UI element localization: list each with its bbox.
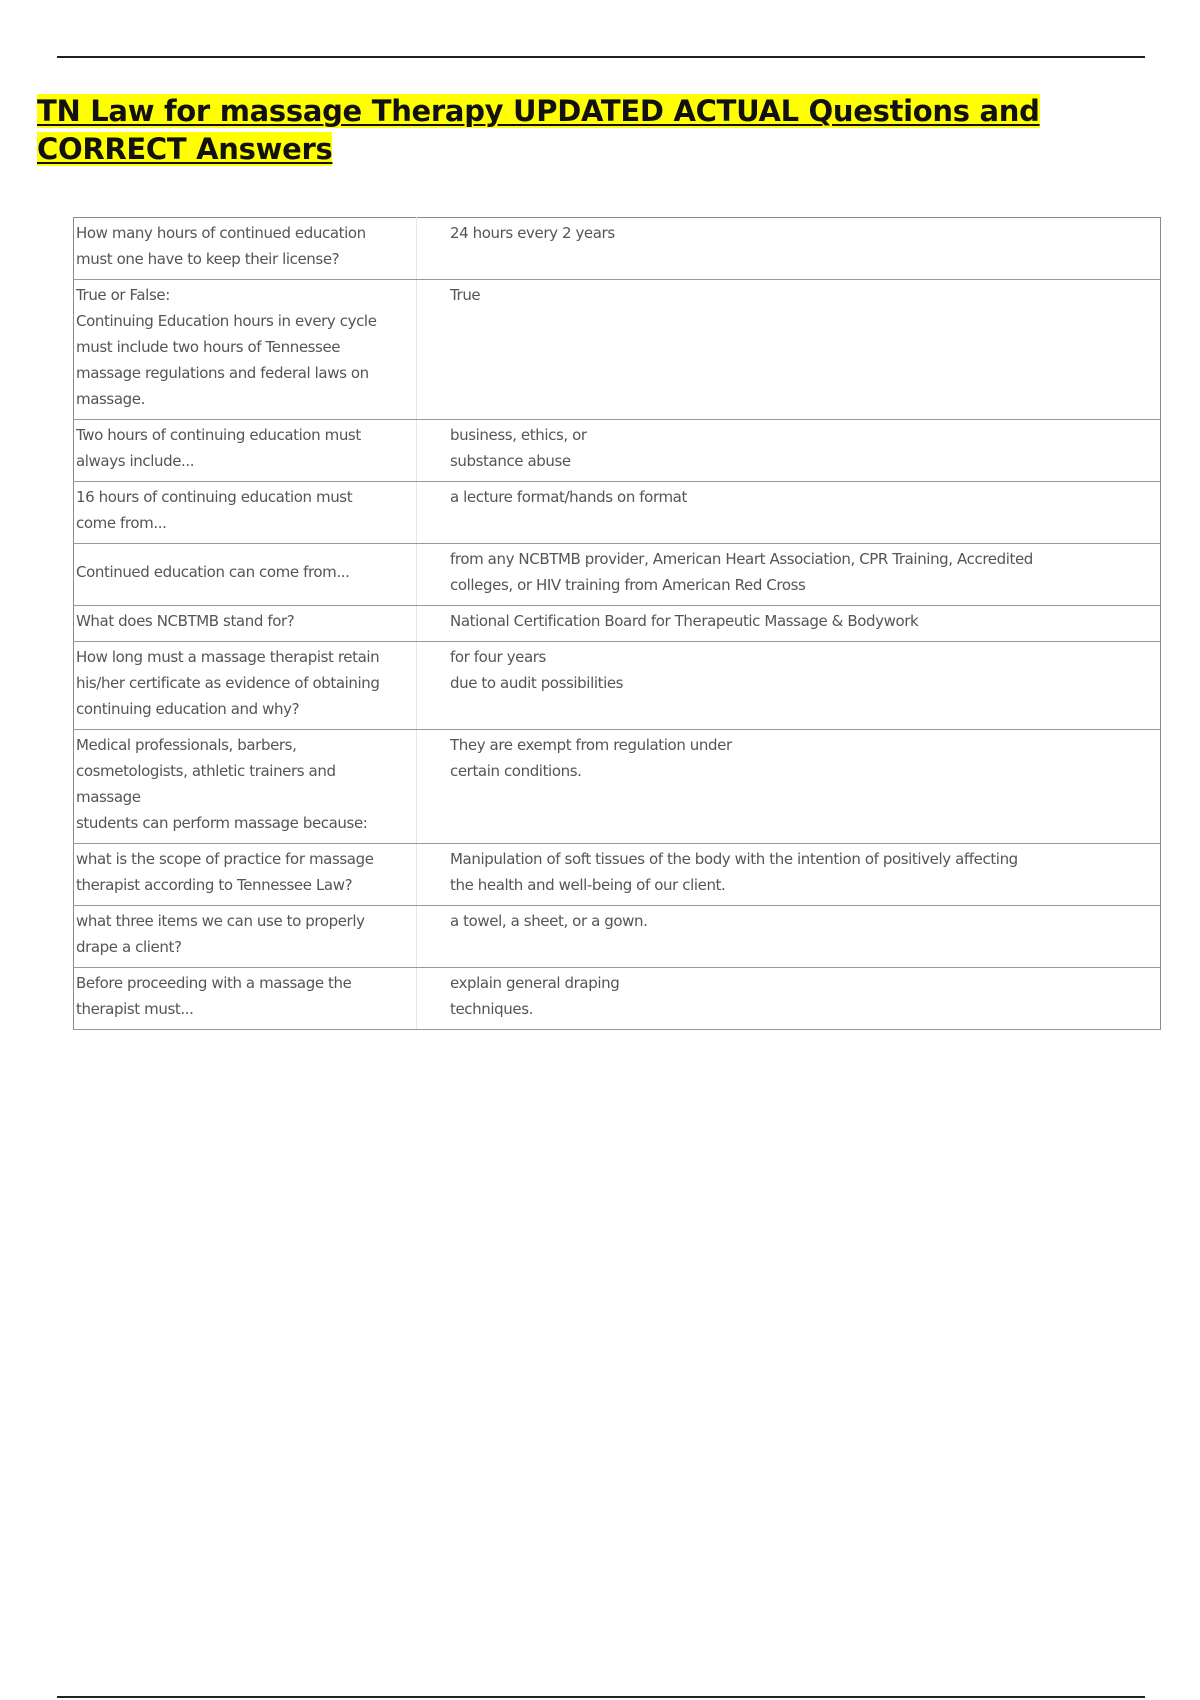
answer-line: True [450,286,481,304]
answer-line: certain conditions. [450,762,582,780]
table-row [74,968,1161,1030]
question-line: How many hours of continued education [76,224,366,242]
answer-cell [417,906,1161,968]
question-line: students can perform massage because: [76,814,368,832]
answer-cell [417,544,1161,606]
question-line: massage [76,788,141,806]
question-cell [74,280,417,420]
footer-rule [57,1696,1145,1698]
answer-cell [417,968,1161,1030]
answer-line: National Certification Board for Therapeutic Massage & Bodywork [450,612,919,630]
table-row [74,730,1161,844]
question-cell [74,968,417,1030]
answer-cell [417,844,1161,906]
question-line: cosmetologists, athletic trainers and [76,762,336,780]
question-line: what is the scope of practice for massage [76,850,374,868]
answer-line: from any NCBTMB provider, American Heart Association, CPR Training, Accredited [450,550,1033,568]
answer-line: Manipulation of soft tissues of the body with the intention of positively affecting [450,850,1018,868]
answer-line: for four years [450,648,546,666]
question-line: True or False: [76,286,170,304]
header-rule [57,56,1145,58]
question-line: therapist according to Tennessee Law? [76,876,353,894]
document-title [37,92,1157,168]
table-row [74,642,1161,730]
qa-table [73,217,1161,1030]
answer-line: techniques. [450,1000,533,1018]
question-line: massage regulations and federal laws on [76,364,369,382]
answer-cell [417,730,1161,844]
question-line: his/her certificate as evidence of obtaining [76,674,380,692]
answer-line: explain general draping [450,974,620,992]
question-line: Two hours of continuing education must [76,426,361,444]
question-line: Medical professionals, barbers, [76,736,297,754]
answer-cell [417,606,1161,642]
answer-cell [417,218,1161,280]
answer-line: substance abuse [450,452,571,470]
table-row [74,844,1161,906]
question-line: What does NCBTMB stand for? [76,612,295,630]
answer-line: 24 hours every 2 years [450,224,615,242]
answer-line: due to audit possibilities [450,674,624,692]
answer-line: business, ethics, or [450,426,587,444]
question-cell [74,544,417,606]
question-line: How long must a massage therapist retain [76,648,380,666]
answer-line: the health and well-being of our client. [450,876,726,894]
document-title-text: TN Law for massage Therapy UPDATED ACTUAL Questions and CORRECT Answers [37,94,1040,166]
table-row [74,482,1161,544]
answer-cell [417,482,1161,544]
question-line: Continuing Education hours in every cycle [76,312,377,330]
question-cell [74,906,417,968]
question-line: massage. [76,390,145,408]
question-line: Before proceeding with a massage the [76,974,352,992]
question-cell [74,218,417,280]
table-row [74,218,1161,280]
answer-cell [417,280,1161,420]
table-row [74,420,1161,482]
question-line: must one have to keep their license? [76,250,340,268]
answer-cell [417,420,1161,482]
answer-line: colleges, or HIV training from American Red Cross [450,576,806,594]
question-line: come from... [76,514,167,532]
question-cell [74,606,417,642]
table-row [74,606,1161,642]
question-line: drape a client? [76,938,182,956]
question-line: therapist must... [76,1000,194,1018]
question-cell [74,482,417,544]
question-line: continuing education and why? [76,700,300,718]
table-row [74,544,1161,606]
question-line: Continued education can come from... [76,563,350,581]
question-cell [74,420,417,482]
question-line: what three items we can use to properly [76,912,365,930]
answer-line: a lecture format/hands on format [450,488,687,506]
answer-cell [417,642,1161,730]
answer-line: a towel, a sheet, or a gown. [450,912,648,930]
question-cell [74,642,417,730]
question-cell [74,844,417,906]
table-row [74,280,1161,420]
question-line: always include... [76,452,195,470]
question-cell [74,730,417,844]
table-row [74,906,1161,968]
answer-line: They are exempt from regulation under [450,736,732,754]
question-line: 16 hours of continuing education must [76,488,353,506]
question-line: must include two hours of Tennessee [76,338,341,356]
